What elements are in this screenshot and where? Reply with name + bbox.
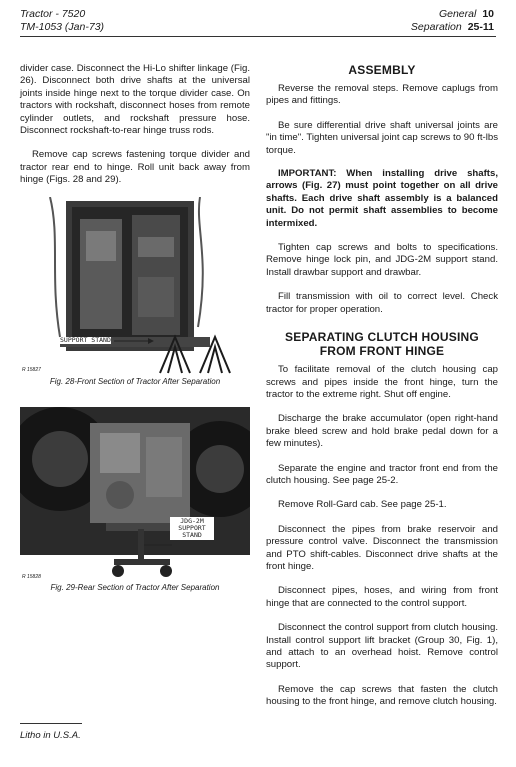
label-line-3: STAND xyxy=(182,530,202,539)
separating-heading xyxy=(266,330,498,358)
right-paragraph-9: Remove Roll-Gard cab. See page 25-1. xyxy=(278,499,447,511)
footer-divider xyxy=(20,723,82,724)
section-line xyxy=(411,8,494,21)
document-title: Tractor - 7520 xyxy=(20,8,86,20)
page-number: 25-11 xyxy=(467,21,494,33)
tractor-front-section-image xyxy=(20,197,250,375)
right-paragraph-6: To facilitate removal of the clutch housing cap screws and pipes inside the front hinge, turn the tractor to the extreme right. Shut off engine. xyxy=(266,364,498,400)
support-stand-label: SUPPORT STAND xyxy=(60,335,111,344)
right-paragraph-13: Remove the cap screws that fasten the clutch housing to the front hinge, and remove clutch housing. xyxy=(266,683,498,708)
label-line-1: JDG-2M xyxy=(180,516,204,525)
right-paragraph-4: Tighten cap screws and bolts to specifications. Remove hinge lock pin, and JDG-2M support stand. Install drawbar support and drawbar. xyxy=(266,242,498,278)
right-paragraph-7: Discharge the brake accumulator (open right-hand brake bleed screw and hold brake pedal down for a few minutes). xyxy=(266,413,498,450)
section-name: General xyxy=(438,8,477,20)
figure-29-photo xyxy=(20,399,250,581)
right-paragraph-8: Separate the engine and tractor front end from the clutch housing. See page 25-2. xyxy=(266,462,498,486)
left-column xyxy=(20,63,250,593)
figure-29-caption: Fig. 29-Rear Section of Tractor After Separation xyxy=(50,582,220,592)
heading-line-2: FROM FRONT HINGE xyxy=(319,344,445,359)
important-note: IMPORTANT: When installing drive shafts, arrows (Fig. 27) must point together on all drive shafts. Each drive shaft assembly is a balanced unit. Do not permit shaft assemblies to become intermixed. xyxy=(266,168,498,229)
page-line xyxy=(411,21,494,34)
section-number: 10 xyxy=(482,8,494,20)
page-header-right xyxy=(411,8,494,34)
right-paragraph-11: Disconnect pipes, hoses, and wiring from front hinge that are connected to the control support. xyxy=(266,585,498,609)
manual-number: TM-1053 (Jan-73) xyxy=(20,21,105,33)
subsection-name: Separation xyxy=(410,21,462,33)
left-paragraph-2: Remove cap screws fastening torque divider and tractor rear end to hinge. Roll unit back away from hinge (Figs. 28 and 29). xyxy=(20,149,250,186)
page-header-left xyxy=(20,8,104,34)
photo-id-29: R 15828 xyxy=(22,573,41,580)
figure-28-caption: Fig. 28-Front Section of Tractor After Separation xyxy=(49,376,221,386)
jdg-2m-support-stand-label xyxy=(170,517,214,540)
header-divider xyxy=(20,36,496,37)
left-paragraph-1: divider case. Disconnect the Hi-Lo shifter linkage (Fig. 26). Disconnect both drive shafts at the universal joints inside hinge next to the torque divider case. On tractors with rockshaft, disconnect hoses from remote cylinder outlets, and rockshaft pressure hose. Disconnect rockshaft-to-rear hinge truss rods. xyxy=(20,63,250,137)
right-paragraph-1: Reverse the removal steps. Remove caplugs from pipes and fittings. xyxy=(266,83,498,107)
assembly-heading: ASSEMBLY xyxy=(348,63,416,77)
label-line-2: SUPPORT xyxy=(178,523,206,532)
photo-id-28: R 15827 xyxy=(22,366,41,373)
right-paragraph-2: Be sure differential drive shaft universal joints are "in time". Tighten universal joint cap screws to 90 ft-lbs torque. xyxy=(266,119,498,156)
figure-28-photo xyxy=(20,197,250,375)
tractor-rear-section-image xyxy=(20,399,250,581)
right-paragraph-10: Disconnect the pipes from brake reservoir and pressure control valve. Disconnect the transmission and PTO shift-cables. Disconnect drive shafts at the front hinge. xyxy=(266,523,498,572)
right-paragraph-12: Disconnect the control support from clutch housing. Install control support lift bracket (Group 30, Fig. 1), and attach to an overhead hoist. Remove control support. xyxy=(266,622,498,671)
right-column xyxy=(266,63,498,709)
heading-line-1: SEPARATING CLUTCH HOUSING xyxy=(285,330,479,345)
footer-text: Litho in U.S.A. xyxy=(20,730,81,741)
right-paragraph-5: Fill transmission with oil to correct level. Check tractor for proper operation. xyxy=(266,291,498,315)
